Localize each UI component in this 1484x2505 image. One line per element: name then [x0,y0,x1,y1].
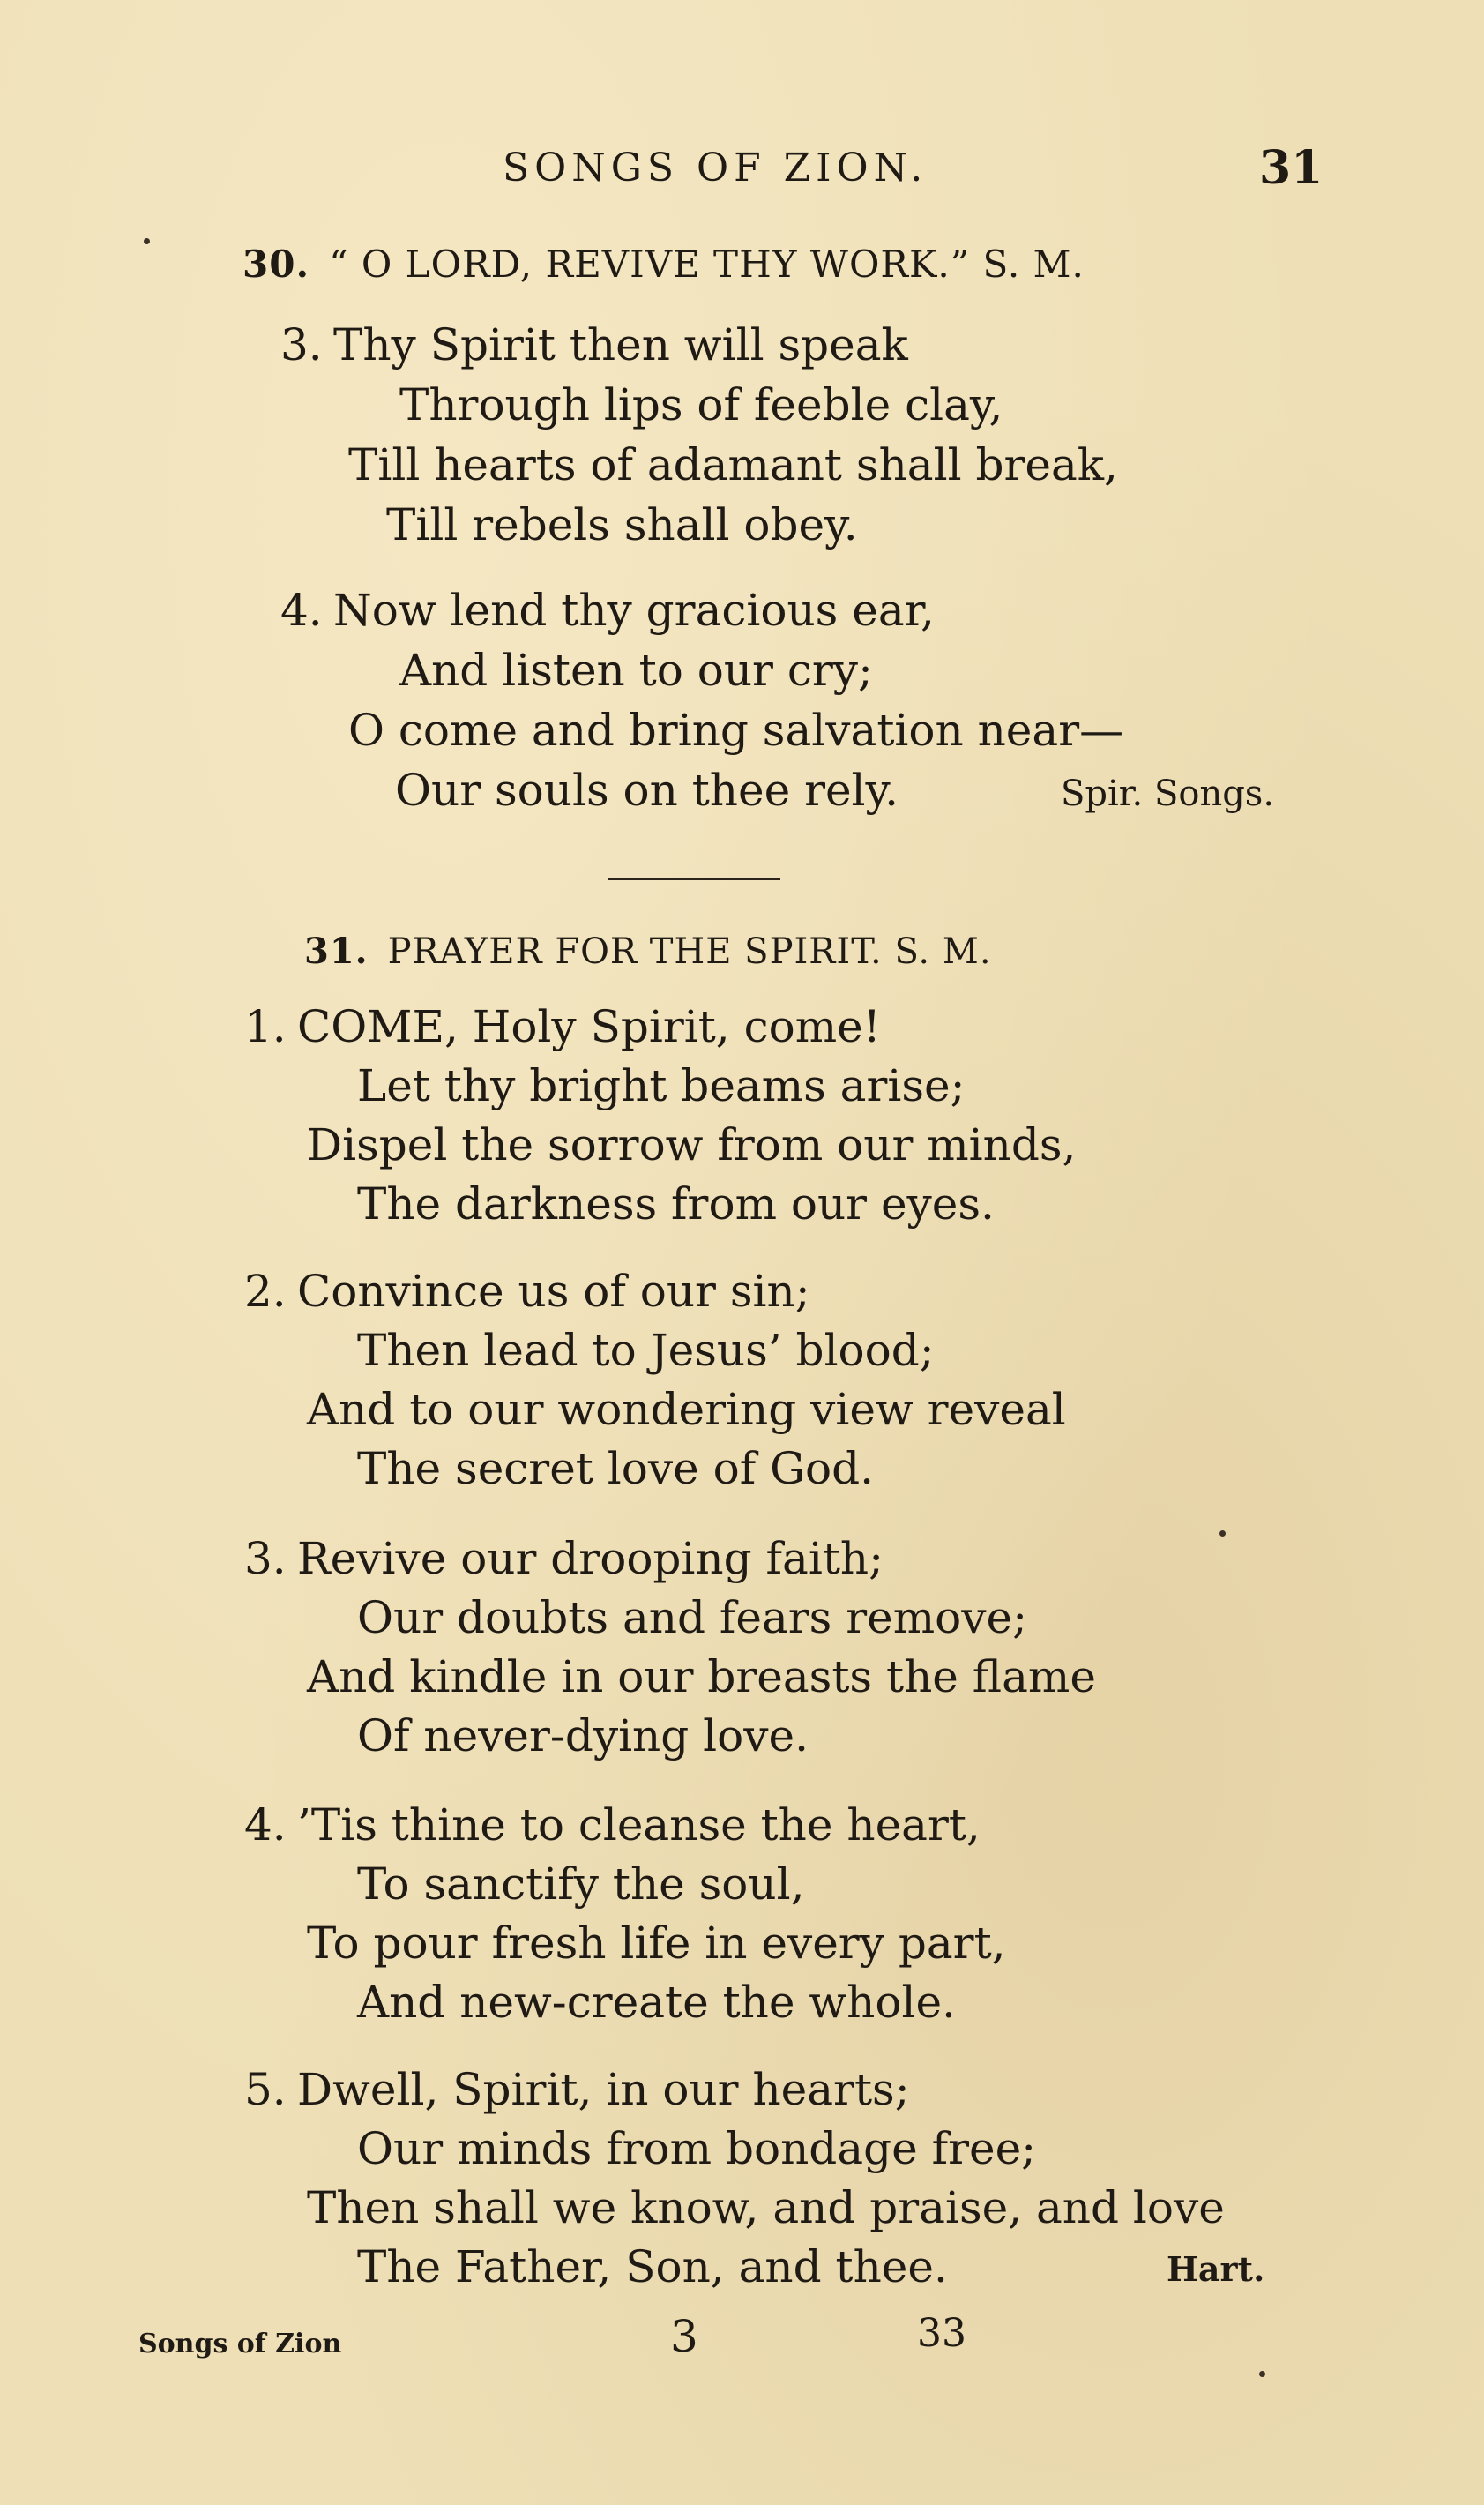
stanza-line: And to our wondering view reveal [307,1384,1066,1435]
hymn-30-title-text: “ O LORD, REVIVE THY WORK.” S. M. [329,243,1085,286]
page-number: 31 [1259,141,1324,195]
stanza-number: 5. [244,2064,287,2115]
hymn-30-attribution: Spir. Songs. [1061,774,1275,814]
running-title: SONGS OF ZION. [503,146,928,191]
hymn-30-title [242,243,1085,286]
stanza-line: The secret love of God. [357,1443,875,1494]
stanza-line: Our souls on thee rely. [395,765,899,816]
stanza-line: Then shall we know, and praise, and love [307,2182,1225,2233]
stanza-line: And listen to our cry; [399,645,873,696]
speck [144,238,150,244]
stanza-number: 3. [280,319,323,370]
stanza-number: 2. [244,1266,287,1317]
stanza-number: 4. [244,1799,287,1851]
stanza-line: Our minds from bondage free; [357,2123,1037,2174]
stanza-line: The darkness from our eyes. [357,1178,995,1230]
stanza-line: 3. Revive our drooping faith; [244,1533,884,1584]
stanza-number: 1. [244,1001,287,1052]
hymn-30-number: 30. [242,243,310,286]
stanza-line: Let thy bright beams arise; [357,1060,966,1111]
footer-number: 33 [917,2311,966,2356]
stanza-line: Till hearts of adamant shall break, [348,439,1118,490]
stanza-line: The Father, Son, and thee. [357,2241,948,2292]
signature-mark: 3 [670,2311,698,2362]
hymn-31-title [304,931,992,972]
stanza-line: Our doubts and fears remove; [357,1592,1027,1643]
hymn-31-title-text: PRAYER FOR THE SPIRIT. S. M. [387,931,992,972]
hymn-31-number: 31. [304,931,369,972]
stanza-line: And kindle in our breasts the flame [307,1651,1096,1702]
speck [1219,1530,1226,1537]
stanza-line: Of never-dying love. [357,1710,809,1761]
stanza-number: 4. [280,585,323,636]
stanza-line: To pour fresh life in every part, [307,1918,1006,1969]
stanza-line: 4. ’Tis thine to cleanse the heart, [244,1799,981,1851]
stanza-line: Then lead to Jesus’ blood; [357,1325,935,1376]
stanza-line: 1. COME, Holy Spirit, come! [244,1001,881,1052]
section-divider [608,878,780,880]
footer-book-title: Songs of Zion [138,2329,342,2359]
stanza-line: 2. Convince us of our sin; [244,1266,810,1317]
stanza-line: 3. Thy Spirit then will speak [280,319,908,370]
stanza-line: Dispel the sorrow from our minds, [307,1119,1077,1170]
speck [1259,2371,1265,2377]
hymn-31-attribution: Hart. [1167,2249,1265,2289]
stanza-line: To sanctify the soul, [357,1858,805,1910]
stanza-line: O come and bring salvation near— [348,705,1124,756]
stanza-line: And new-create the whole. [357,1977,956,2028]
stanza-line: 4. Now lend thy gracious ear, [280,585,935,636]
stanza-number: 3. [244,1533,287,1584]
stanza-line: Till rebels shall obey. [386,499,858,550]
stanza-line: Through lips of feeble clay, [399,379,1003,430]
stanza-line: 5. Dwell, Spirit, in our hearts; [244,2064,910,2115]
